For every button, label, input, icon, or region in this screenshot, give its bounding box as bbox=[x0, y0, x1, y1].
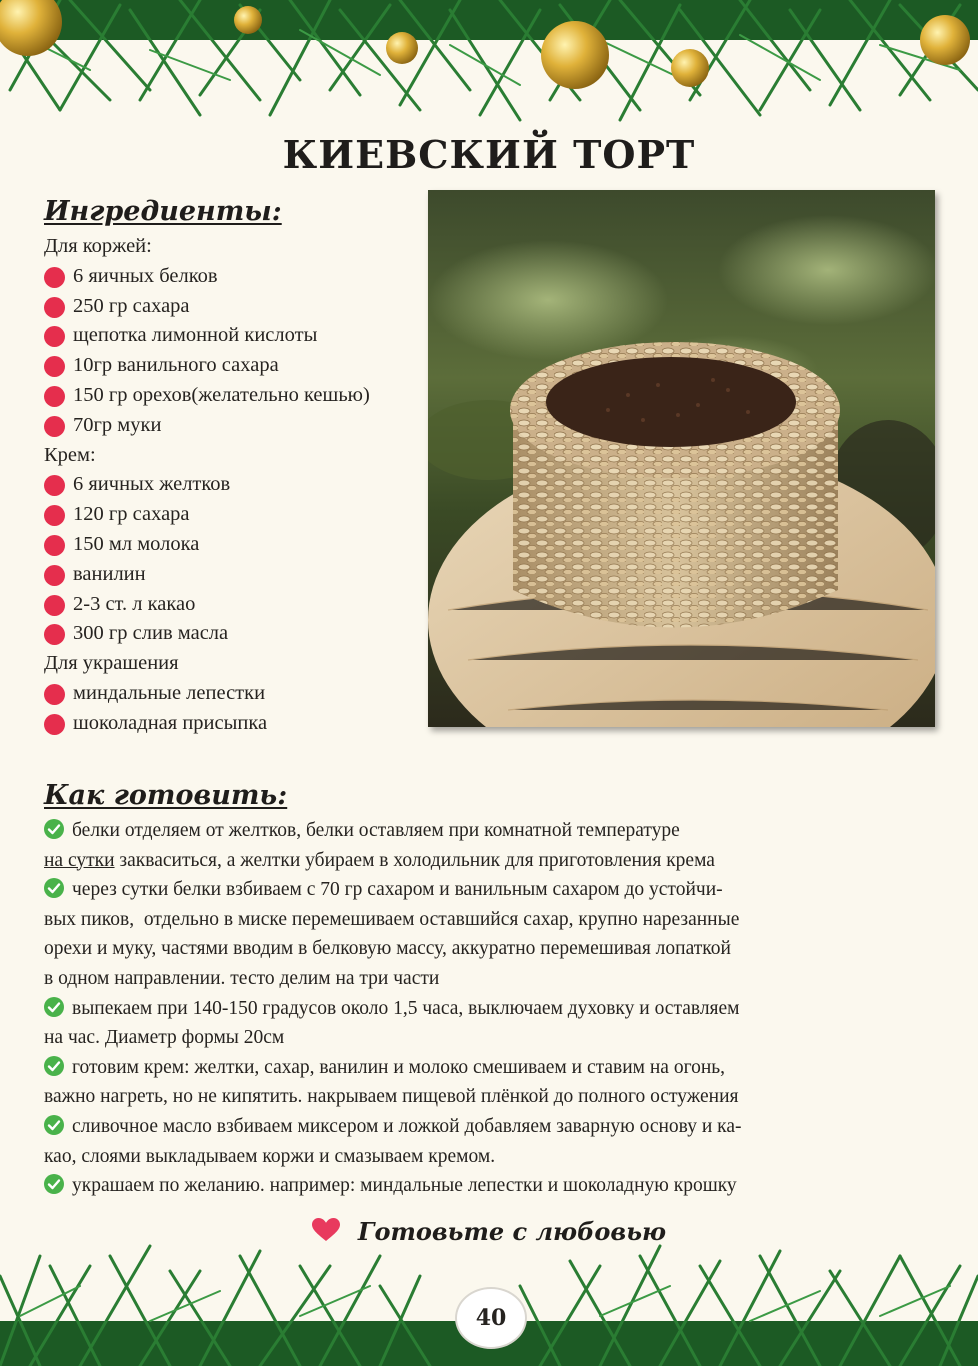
list-item: 300 гр слив масла bbox=[44, 619, 424, 649]
section-label: Крем: bbox=[44, 443, 96, 466]
ornament-icon bbox=[671, 49, 709, 87]
list-item: миндальные лепестки bbox=[44, 679, 424, 709]
step-item: готовим крем: желтки, сахар, ванилин и молоко смешиваем и ставим на огонь, важно нагреть, но не кипятить. накрываем пищевой плёнкой до полного остужения bbox=[44, 1056, 739, 1108]
list-item: 150 мл молока bbox=[44, 530, 424, 560]
section-label: Для коржей: bbox=[44, 235, 152, 257]
list-item: 250 гр сахара bbox=[44, 292, 424, 322]
footer-tagline: Готовьте с любовью bbox=[0, 1217, 978, 1246]
heart-icon bbox=[312, 1218, 340, 1242]
check-icon bbox=[44, 878, 64, 898]
list-item: 120 гр сахара bbox=[44, 500, 424, 530]
list-item: 2-3 ст. л какао bbox=[44, 590, 424, 620]
ornament-icon bbox=[234, 6, 262, 34]
step-item: украшаем по желанию. например: миндальные лепестки и шоколадную крошку bbox=[44, 1171, 944, 1201]
method-steps bbox=[44, 816, 944, 1201]
step-item: выпекаем при 140-150 градусов около 1,5 часа, выключаем духовку и оставляем на час. Диаметр формы 20см bbox=[44, 997, 740, 1049]
list-item: 70гр муки bbox=[44, 411, 424, 441]
bullet-icon bbox=[44, 595, 65, 616]
recipe-title: КИЕВСКИЙ ТОРТ bbox=[282, 132, 696, 177]
bullet-icon bbox=[44, 505, 65, 526]
list-item: щепотка лимонной кислоты bbox=[44, 321, 424, 351]
ornament-icon bbox=[541, 21, 609, 89]
bullet-icon bbox=[44, 326, 65, 347]
check-icon bbox=[44, 819, 64, 839]
bullet-icon bbox=[44, 714, 65, 735]
bullet-icon bbox=[44, 684, 65, 705]
ornament-icon bbox=[386, 32, 418, 64]
check-icon bbox=[44, 997, 64, 1017]
list-item: 10гр ванильного сахара bbox=[44, 351, 424, 381]
ornament-icon bbox=[920, 15, 970, 65]
bullet-icon bbox=[44, 624, 65, 645]
list-item: 6 яичных желтков bbox=[44, 470, 424, 500]
bullet-icon bbox=[44, 386, 65, 407]
bullet-icon bbox=[44, 267, 65, 288]
ingredients-list bbox=[44, 232, 424, 739]
bullet-icon bbox=[44, 565, 65, 586]
list-item: 6 яичных белков bbox=[44, 262, 424, 292]
section-label: Для украшения bbox=[44, 652, 179, 675]
step-item: сливочное масло взбиваем миксером и ложкой добавляем заварную основу и ка- као, слоями выкладываем коржи и смазываем кремом. bbox=[44, 1115, 742, 1167]
bullet-icon bbox=[44, 475, 65, 496]
bullet-icon bbox=[44, 356, 65, 377]
list-item: ванилин bbox=[44, 560, 424, 590]
check-icon bbox=[44, 1056, 64, 1076]
step-item: через сутки белки взбиваем с 70 гр сахаром и ванильным сахаром до устойчи- вых пиков, отдельно в миске перемешиваем оставшийся сахар, крупно нарезанные орехи и муку, частями вводим в белковую массу, аккуратно перемешивая лопаткой в одном направлении. тесто делим на три части bbox=[44, 879, 740, 989]
bullet-icon bbox=[44, 416, 65, 437]
check-icon bbox=[44, 1115, 64, 1135]
step-item: белки отделяем от желтков, белки оставляем при комнатной температуре на сутки закваситься, а желтки убираем в холодильник для приготовления крема bbox=[44, 820, 715, 871]
list-item: 150 гр орехов(желательно кешью) bbox=[44, 381, 383, 411]
page-number: 40 bbox=[455, 1287, 527, 1349]
ingredients-heading: Ингредиенты: bbox=[44, 196, 282, 227]
top-fir-garland bbox=[0, 0, 978, 140]
check-icon bbox=[44, 1174, 64, 1194]
ornament-icon bbox=[0, 0, 62, 56]
list-item: шоколадная присыпка bbox=[44, 709, 424, 739]
cake-photo bbox=[428, 190, 935, 727]
method-heading: Как готовить: bbox=[44, 780, 288, 811]
bullet-icon bbox=[44, 297, 65, 318]
bullet-icon bbox=[44, 535, 65, 556]
